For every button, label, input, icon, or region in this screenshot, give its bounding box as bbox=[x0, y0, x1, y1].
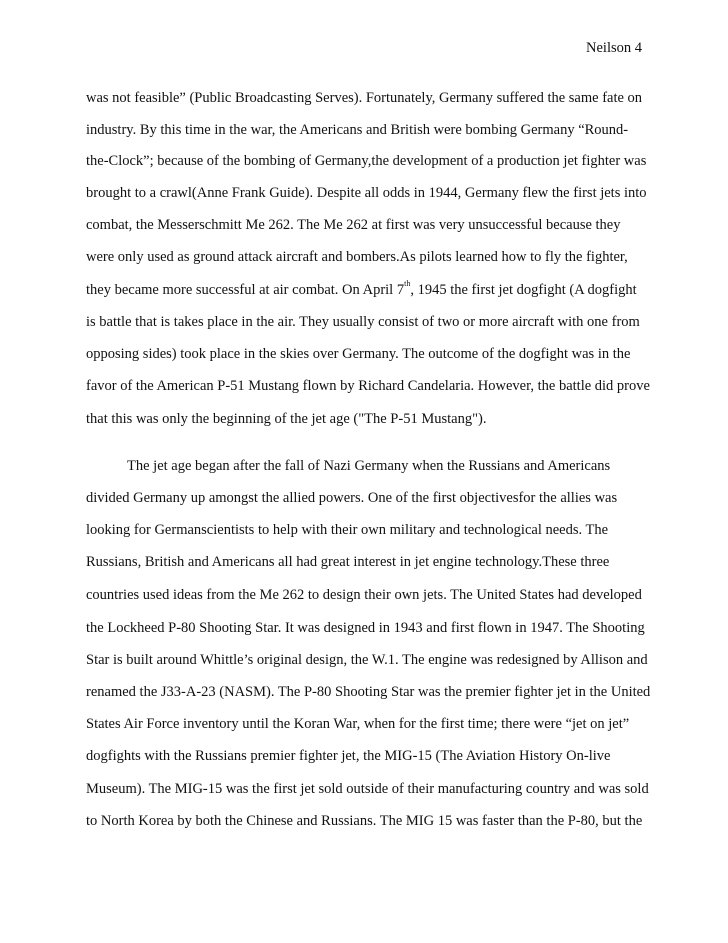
text-line: to North Korea by both the Chinese and Russians. The MIG 15 was faster than the P-80, but the bbox=[86, 813, 643, 829]
text-line: the-Clock”; because of the bombing of Germany,the development of a production jet fighter was bbox=[86, 153, 647, 169]
text-line: that this was only the beginning of the jet age ("The P-51 Mustang"). bbox=[86, 411, 487, 427]
text-line: dogfights with the Russians premier fighter jet, the MIG-15 (The Aviation History On-live bbox=[86, 748, 611, 764]
paragraph-first-line: The jet age began after the fall of Nazi Germany when the Russians and Americans bbox=[127, 458, 611, 474]
text-segment: they became more successful at air combat. On April 7 bbox=[86, 282, 405, 298]
text-line: opposing sides) took place in the skies over Germany. The outcome of the dogfight was in the bbox=[86, 346, 631, 362]
text-line: Museum). The MIG-15 was the first jet sold outside of their manufacturing country and was sold bbox=[86, 781, 649, 797]
text-segment: , 1945 the first jet dogfight (A dogfight bbox=[410, 282, 637, 298]
text-line: divided Germany up amongst the allied powers. One of the first objectivesfor the allies was bbox=[86, 490, 618, 506]
text-line: Star is built around Whittle’s original design, the W.1. The engine was redesigned by Allison and bbox=[86, 652, 648, 668]
text-line: the Lockheed P-80 Shooting Star. It was designed in 1943 and first flown in 1947. The Shooting bbox=[86, 620, 645, 636]
text-line bbox=[86, 279, 637, 299]
running-head: Neilson 4 bbox=[586, 40, 642, 56]
ordinal-superscript: th bbox=[404, 279, 411, 288]
text-line: Russians, British and Americans all had great interest in jet engine technology.These three bbox=[86, 554, 610, 570]
text-line: industry. By this time in the war, the Americans and British were bombing Germany “Round- bbox=[86, 122, 629, 138]
text-line: brought to a crawl(Anne Frank Guide). Despite all odds in 1944, Germany flew the first jets into bbox=[86, 185, 647, 201]
text-line: looking for Germanscientists to help with their own military and technological needs. The bbox=[86, 522, 609, 538]
text-line: countries used ideas from the Me 262 to design their own jets. The United States had developed bbox=[86, 587, 642, 603]
text-line: renamed the J33-A-23 (NASM). The P-80 Shooting Star was the premier fighter jet in the United bbox=[86, 684, 651, 700]
text-line: were only used as ground attack aircraft and bombers.As pilots learned how to fly the fighter, bbox=[86, 249, 628, 265]
text-line: combat, the Messerschmitt Me 262. The Me 262 at first was very unsuccessful because they bbox=[86, 217, 621, 233]
text-line: favor of the American P-51 Mustang flown by Richard Candelaria. However, the battle did prove bbox=[86, 378, 650, 394]
text-line: was not feasible” (Public Broadcasting Serves). Fortunately, Germany suffered the same fate on bbox=[86, 90, 643, 106]
text-line: is battle that is takes place in the air. They usually consist of two or more aircraft with one from bbox=[86, 314, 640, 330]
text-line: States Air Force inventory until the Koran War, when for the first time; there were “jet on jet” bbox=[86, 716, 630, 732]
